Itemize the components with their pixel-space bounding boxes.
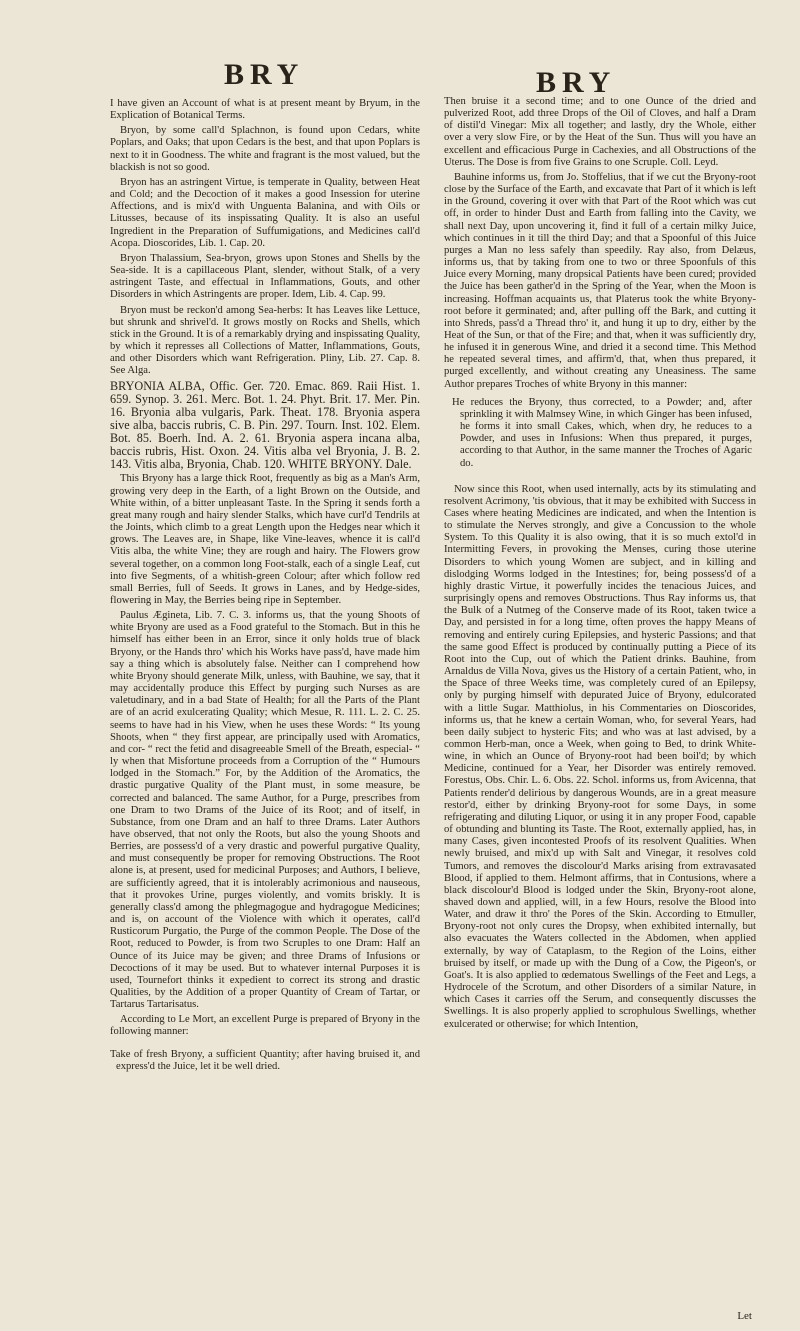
paragraph-internal-use: Now since this Root, when used internally, acts by its stimulating and resolvent Acrimony, 'tis obvious, that it may be exhibited with Success in Cases where heating Medicines are indicated, and when the Intention is to stimulate the Nerves strongly, and give a Concussion to the whole System. To this Quality it is also owing, that it is so much extol'd in Intermitting Fevers, in provoking the Menses, curing those uterine Disorders to which young Women are subject, and in killing and dislodging Worms lodged in the Intestines; for, being possess'd of a highly drastic Virtue, it powerfully incides the tenacious Juices, and surprisingly opens and removes Obstructions. Thus Ray informs us, that the Bulk of a Nutmeg of the Conserve made of its Root, taken twice a Day, and persisted in for a long time, often proves the happy Means of removing and entirely curing Epilepsies, and hysteric Passions; and that the same good Effect is produced by continually putting a Piece of its Root into the Cup, out of which the Patient drinks. Bauhine, from Arnaldus de Villa Nova, gives us the History of a certain Patient, who, in the Space of three Weeks time, was completely cured of an Epilepsy, only by purging himself with depurated Juice of Bryony, edulcorated with a little Sugar. Matthiolus, in his Commentaries on Dioscorides, informs us, that he knew a certain Woman, who, for several Years, had been daily subject to hysteric Fits; and who was at last advised, by a common Herb-man, once a Week, when going to Bed, to drink White-wine, in which an Ounce of Bryony-root had been boil'd; by which Medicine, continued for a Year, her Disorder was entirely removed. Forestus, Obs. Chir. L. 6. Obs. 22. Schol. informs us, from Avicenna, that Patients render'd delirious by dangerous Wounds, are in a great measure restor'd, either by drinking Bryony-root for some Days, in some refrigerating and diluting Liquor, or using it in any proper Food, capable of obtunding and blunting its Taste. The Root, externally applied, has, in many Cases, given incontested Proofs of its resolvent Qualities. When newly bruised, and mix'd up with Salt and Vinegar, it resolves cold Tumors, and removes the discolour'd Marks arising from extravasated Blood, if applied to them. Helmont affirms, that in Contusions, where a black discolour'd Blood is lodged under the Skin, Bryony-root alone, shaved down and applied, will, in a few Hours, resolve the Blood into Water, and draw it thro' the Pores of the Skin. According to Etmuller, Bryony-root not only cures the Dropsy, when exhibited internally, but also evacuates the Waters collected in the Abdomen, when applied externally, by way of Cataplasm, to the Region of the Loins, either bruised by itself, or made up with the Dung of a Cow, the Pigeon's, or Goat's. It is also applied to œdematous Swellings of the Feet and Legs, a Hydrocele of the Scrotum, and other Disorders of a similar Nature, in which Cases it carries off the Serum, and consequently discusses the Swellings. It is also properly applied to scrophulous Swellings, whether exulcerated or otherwise; for which Intention, bbox=[444, 483, 756, 1030]
right-column bbox=[444, 96, 756, 1034]
left-column bbox=[110, 98, 420, 1076]
paragraph-bryon-thalassium: Bryon Thalassium, Sea-bryon, grows upon Stones and Shells by the Sea-side. It is a capillaceous Plant, slender, without Stalk, of a very astringent Taste, and effectual in Inflammations, Gouts, and other Disorders in which Astringents are proper. Idem, Lib. 4. Cap. 99. bbox=[110, 252, 420, 301]
paragraph-le-mort: According to Le Mort, an excellent Purge is prepared of Bryony in the following manner: bbox=[110, 1014, 420, 1038]
entry-heading-bryonia-alba: BRYONIA ALBA, Offic. Ger. 720. Emac. 869. Raii Hist. 1. 659. Synop. 3. 261. Merc. Bot. 1. 24. Phyt. Brit. 17. Mer. Pin. 16. Bryonia alba vulgaris, Park. Theat. 178. Bryonia aspera sive alba, baccis rubris, C. B. Pin. 297. Tourn. Inst. 102. Elem. Bot. 85. Boerh. Ind. A. 2. 61. Bryonia aspera incana alba, baccis rubris, Hist. Oxon. 24. Vitis alba vel Bryonia, J. B. 2. 143. Vitis alba, Bryonia, Chab. 120. WHITE BRYONY. Dale. bbox=[110, 379, 420, 472]
recipe-text: Take of fresh Bryony, a sufficient Quantity; after having bruised it, and express'd the Juice, let it be well dried. bbox=[110, 1048, 420, 1072]
paragraph-bauhine: Bauhine informs us, from Jo. Stoffelius, that if we cut the Bryony-root close by the Surface of the Earth, and excavate that Part of it which is left in the Ground, covering it over with that Part of the Root which was cut off, in order to hinder Dust and Earth from falling into the Cavity, we shall next Day, upon uncovering it, find it full of a certain milky Juice, which continues in it till the third Day; and that a Spoonful of this Juice purges a Man no less safely than speedily. Ray also, from Delæus, informs us, that by taking from one to two or three Spoonfuls of this Juice every Morning, many dropsical Patients have been cured; provided the Juice has been gather'd in the Spring of the Year, when the Moon is increasing. Hoffman acquaints us, that Platerus took the white Bryony-root before it germinated; and, after pulling off the Bark, and cutting it into Shreds, pass'd a Thread thro' it, and hung it up to dry, either by the Heat of the Sun, or that of the Fire; and that, when it was sufficiently dry, he infused it in generous Wine, and dried it a second time. This Method he repeated several times, and affirm'd, that, when thus prepared, it purged excellently, and without creating any Uneasiness. The same Author prepares Troches of white Bryony in this manner: bbox=[444, 171, 756, 390]
paragraph-bryum-intro: I have given an Account of what is at present meant by Bryum, in the Explication of Botanical Terms. bbox=[110, 98, 420, 122]
troches-recipe-text: He reduces the Bryony, thus corrected, to a Powder; and, after sprinkling it with Malmsey Wine, in which Ginger has been infused, he forms it into small Cakes, which, when dry, he reduces to a Powder, and uses in Infusions: When thus prepared, it purges, according to that Author, in the same manner the Troches of Agaric do. bbox=[452, 396, 752, 469]
paragraph-paulus-aegineta: Paulus Ægineta, Lib. 7. C. 3. informs us, that the young Shoots of white Bryony are used as a Food grateful to the Stomach. But in this he himself has either been in an Error, since it only holds true of black Bryony, or the Hands thro' which his Works have pass'd, have made him say a thing which is absolutely false. Neither can I comprehend how white Bryony should generate Milk, unless, with Bauhine, we say, that it may accidentally produce this Effect by purging such Nurses as are valetudinary, and in a bad State of Health; for all the Parts of the Plant are of an acrid exulcerating Quality; which Mesue, R. 111. L. 2. C. 25. seems to have had in his View, when he uses these Words: “ Its young Shoots, when “ they first appear, are principally used with Aromatics, and cor- “ rect the fetid and disagreeable Smell of the Breath, especial- “ ly when that Misfortune proceeds from a Corruption of the “ Humours lodged in the Stomach.” For, by the Addition of the Aromatics, the drastic purgative Quality of the Plant must, in some measure, be corrected and balanced. The same Author, for a Purge, prescribes from one Dram to two Drams of the Juice of its Root; and of itself, in Substance, from one Dram and an half to three Drams. Later Authors have observed, that not only the Roots, but also the young Shoots and Berries, are possess'd of a very drastic and powerful purgative Quality, and must consequently be proper for removing Obstructions. The Root alone is, at present, used for medicinal Purposes; and Authors, I believe, are sufficiently agreed, that it is intolerably acrimonious and nauseous, that it provokes Urine, purges violently, and vomits briskly. It is generally class'd among the phlegmagogue and hydragogue Medicines; and is, on account of the Violence with which it operates, call'd Rusticorum Purgatio, the Purge of the common People. The Dose of the Root, reduced to Powder, is from two Scruples to one Dram: Half an Ounce of its Juice may be given; and three Drams of Infusions or Decoctions of it may be used. But to whatever internal Purposes it is used, Tournefort thinks it expedient to correct its strong and drastic Qualities, by the Addition of a proper Quantity of Cream of Tartar, or Tartarus Tartarisatus. bbox=[110, 610, 420, 1011]
paragraph-recipe-continued: Then bruise it a second time; and to one Ounce of the dried and pulverized Root, add three Drops of the Oil of Cloves, and half a Dram of distil'd Vinegar: Mix all together; and lastly, dry the Whole, either over a very slow Fire, or by the Heat of the Sun. Thus will you have an excellent and efficacious Purge in Cachexies, and all Obstructions of the Uterus. The Dose is from five Grains to one Scruple. Coll. Leyd. bbox=[444, 96, 756, 168]
paragraph-bryon-virtue: Bryon has an astringent Virtue, is temperate in Quality, between Heat and Cold; and the Decoction of it makes a good Insession for uterine Affections, and is mix'd with Unguenta Balanina, and with Oils or Litusses, because of its inspissating Quality. It is also an useful Ingredient in the Preparation of Suffumigations, and Medicines call'd Acopa. Dioscorides, Lib. 1. Cap. 20. bbox=[110, 176, 420, 249]
paragraph-description: This Bryony has a large thick Root, frequently as big as a Man's Arm, growing very deep in the Earth, of a light Brown on the Outside, and White within, of a bitter unpleasant Taste. In the Spring it sends forth a great many rough and hairy slender Stalks, which have curl'd Tendrils at the Joints, which climb to a great Length upon the Hedges near which it grows. The Leaves are, in Shape, like Vine-leaves, whence it is call'd Vitis alba, the white Vine; they are rough and hairy. The Flowers grow several together, on a common long Foot-stalk, each of a single Leaf, cut into five Segments, of a whitish-green Colour; after which follow red small Berries, full of Seeds. It grows in Lanes, and by Hedge-sides, flowering in May, the Berries being ripe in September. bbox=[110, 473, 420, 606]
paragraph-bryon: Bryon, by some call'd Splachnon, is found upon Cedars, white Poplars, and Oaks; that upon Cedars is the best, and that upon Poplars is next to it in Goodness. The white and fragrant is the most valued, but the blackish is not so good. bbox=[110, 125, 420, 173]
troches-recipe-block bbox=[452, 397, 752, 470]
running-head-left: BRY bbox=[224, 58, 305, 91]
catchword: Let bbox=[737, 1310, 752, 1322]
paragraph-bryon-sea-herbs: Bryon must be reckon'd among Sea-herbs: It has Leaves like Lettuce, but shrunk and shrivel'd. It grows mostly on Rocks and Shells, which stick in the Ground. It is of a remarkably drying and inspissating Quality, by which it represses all Collections of Matter, Inflammations, Gouts, and other Disorders which want Refrigeration. Pliny, Lib. 27. Cap. 8. See Alga. bbox=[110, 304, 421, 377]
running-head-right: BRY bbox=[536, 66, 617, 99]
